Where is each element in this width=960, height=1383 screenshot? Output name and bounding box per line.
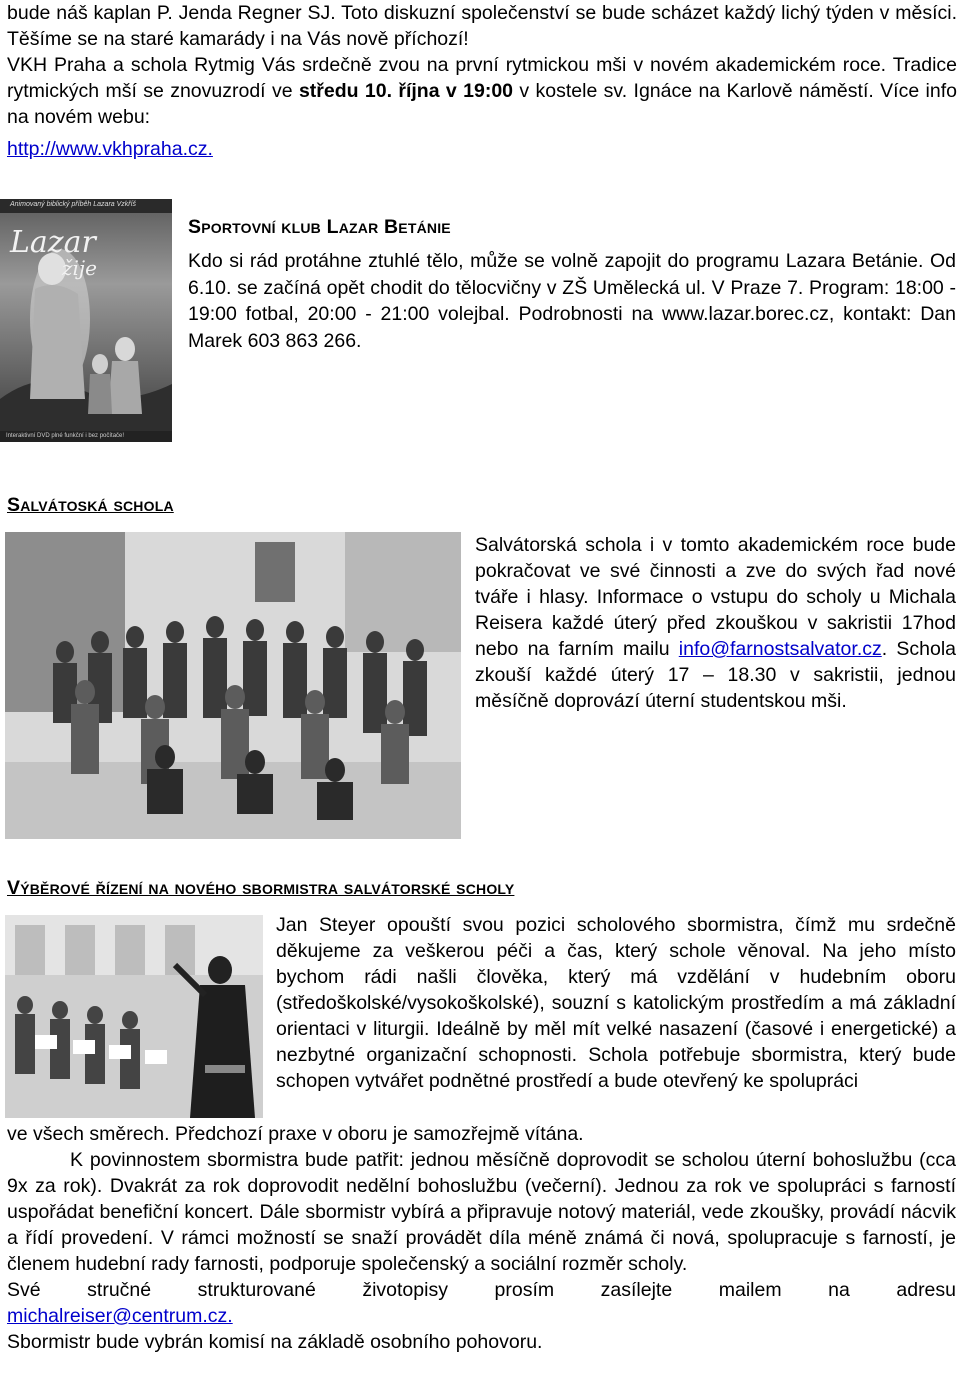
sport-club-heading: Sportovní klub Lazar Betánie: [188, 216, 451, 238]
schola-text: Salvátorská schola i v tomto akademickém roce bude pokračovat ve své činnosti a zve do svých řad nové tváře i hlasy. Informace o vstupu do scholy u Michala Reisera každé úterý před zkouškou v sakristii 17hod nebo na farním mailu info@farnostsalvator.cz. Schola zkouší každé úterý 17 – 18.30 v sakristii, jednou měsíčně doprovází úterní studentskou mši.: [475, 534, 956, 712]
schola-heading: Salvátoská schola: [7, 494, 174, 516]
mass-date: středu 10. října v 19:00: [298, 80, 514, 102]
conductor-paragraph-1-end: ve všech směrech. Předchozí praxe v oboru je samozřejmě vítána.: [7, 1123, 584, 1145]
intro-paragraph-1: bude náš kaplan P. Jenda Regner SJ. Toto diskuzní společenství se bude scházet každý lichý týden v měsíci. Těšíme se na staré kamarády i na Vás nově příchozí!: [7, 2, 957, 50]
conductor-heading: Výběrové řízení na nového sbormistra salvátorské scholy: [7, 877, 515, 899]
lazar-dvd-cover: [0, 199, 172, 442]
conductor-paragraph-2: K povinnostem sbormistra bude patřit: jednou měsíčně doprovodit se scholou úterní bohoslužbu (cca 9x za rok). Dvakrát za rok doprovodit nedělní bohoslužbu (večerní). Jednou za rok ve spolupráci s farností uspořádat benefiční koncert. Dále sbormistr vybírá a připravuje notový materiál, vede zkoušky, provádí nácvik a řídí provedení. V rámci možností se snaží provádět díla méně známá či nová, spolupracuje s farností, je členem hudební rady farnosti, podporuje společenský a sociální rozměr scholy.: [7, 1149, 956, 1275]
intro-paragraph-2: VKH Praha a schola Rytmig Vás srdečně zvou na první rytmickou mši v novém akademickém roce. Tradice rytmických mší se znovuzrodí ve středu 10. října v 19:00 v kostele sv. Ignáce na Karlově náměstí. Více info na novém webu:: [7, 54, 957, 128]
dvd-bottom-text: Interaktivní DVD plné funkční i bez počítače!: [6, 433, 125, 439]
conductor-photo: [5, 915, 263, 1118]
vkh-website-link[interactable]: http://www.vkhpraha.cz.: [7, 138, 213, 160]
schola-email-link[interactable]: info@farnostsalvator.cz: [678, 638, 882, 660]
conductor-paragraph-3: Své stručné strukturované životopisy prosím zasílejte mailem na adresu: [7, 1279, 956, 1301]
intro-section: [7, 0, 957, 162]
conductor-paragraph-1: Jan Steyer opouští svou pozici scholového sbormistra, čímž mu srdečně děkujeme za veškerou péči a čas, který schole věnoval. Na jeho místo bychom rádi našli člověka, který má vzdělání v hudebním oboru (středoškolské/vysokoškolské), souzní s katolickým prostředím a má základní orientaci v liturgii. Ideálně by měl mít velké nasazení (časové i energetické) a nezbytné organizační schopnosti. Schola potřebuje sbormistra, který bude schopen vytvářet podnětné prostředí a bude otevřený ke spolupráci: [276, 914, 956, 1092]
dvd-title-zije: žije: [62, 256, 97, 280]
sport-club-section: [188, 214, 956, 354]
conductor-email-link[interactable]: michalreiser@centrum.cz.: [7, 1305, 233, 1327]
sport-club-text: Kdo si rád protáhne ztuhlé tělo, může se volně zapojit do programu Lazara Betánie. Od 6.10. se začíná opět chodit do tělocvičny v ZŠ Umělecká ul. V Praze 7. Program: 18:00 - 19:00 fotbal, 20:00 - 21:00 volejbal. Podrobnosti na www.lazar.borec.cz, kontakt: Dan Marek 603 863 266.: [188, 250, 956, 352]
conductor-text-full: [7, 1121, 956, 1355]
conductor-text-wrap: [276, 912, 956, 1094]
conductor-paragraph-4: Sbormistr bude vybrán komisí na základě osobního pohovoru.: [7, 1331, 543, 1353]
schola-group-photo: [5, 532, 461, 839]
dvd-top-text: Animovaný biblický příběh Lazara Vzkříš: [10, 201, 137, 208]
dvd-title-lazar: Lazar: [10, 225, 96, 260]
